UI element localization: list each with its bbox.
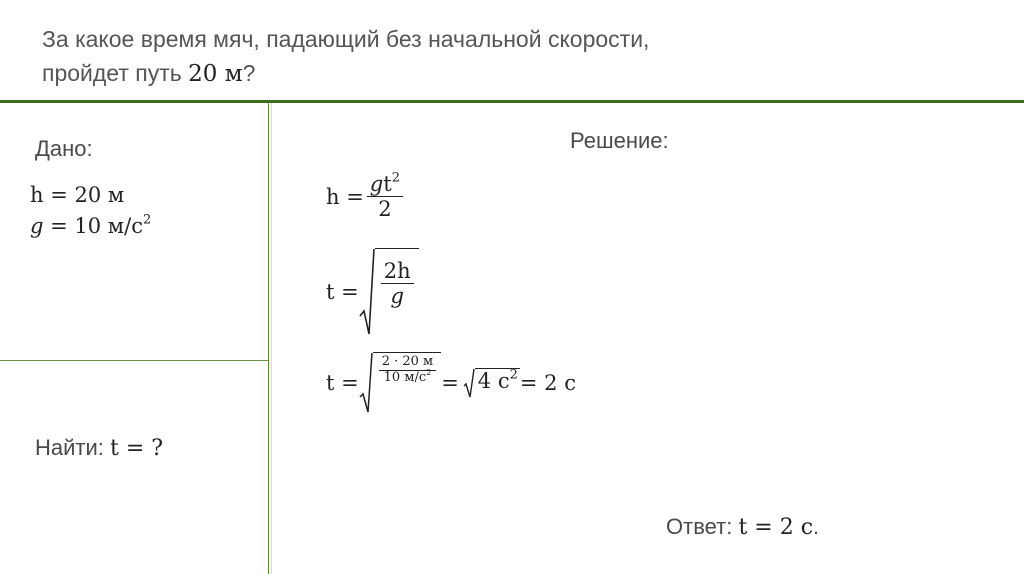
question-line-1: За какое время мяч, падающий без начальной скорости, xyxy=(42,26,650,52)
radical-sign-icon xyxy=(359,248,375,336)
formula-2-fraction xyxy=(381,251,414,314)
given-g-var: g xyxy=(30,214,44,238)
find-text xyxy=(35,435,163,461)
formula-3-sqrt-2 xyxy=(463,368,520,398)
given-gravity xyxy=(30,211,151,242)
given-label: Дано: xyxy=(35,136,93,161)
formula-calculation xyxy=(326,352,576,414)
formula-1-fraction xyxy=(367,172,403,221)
formula-3-denominator xyxy=(381,367,435,386)
given-g-exponent: 2 xyxy=(142,212,152,228)
given-h-eq: = xyxy=(43,183,75,207)
answer-label: Ответ: xyxy=(666,514,739,539)
formula-3-result: = 2 с xyxy=(519,371,576,395)
formula-3-fraction xyxy=(379,355,436,386)
left-panel-divider xyxy=(0,360,268,361)
radical-sign-icon xyxy=(463,368,475,398)
given-height xyxy=(30,180,151,211)
question-line-2-text: пройдет путь xyxy=(42,60,189,86)
formula-3-numerator: 2 · 20 м xyxy=(379,355,436,371)
formula-2-radicand xyxy=(375,248,419,336)
find-expression: t = ? xyxy=(110,436,164,461)
given-values xyxy=(30,180,151,242)
column-divider xyxy=(268,103,269,574)
formula-1-exponent: 2 xyxy=(391,170,400,186)
formula-3-equals: = xyxy=(441,371,459,395)
formula-3-radicand-2 xyxy=(475,368,520,398)
column-divider-shadow xyxy=(271,103,272,574)
formula-1-g: g xyxy=(369,172,384,196)
given-g-eq: = xyxy=(43,214,75,238)
formula-1-t: t xyxy=(383,172,392,196)
formula-1-denominator: 2 xyxy=(378,197,392,222)
answer-period: . xyxy=(813,514,820,539)
answer-expression: t = 2 с xyxy=(738,515,814,540)
answer-text xyxy=(666,514,819,540)
given-h-var: h xyxy=(30,183,44,207)
solution-label: Решение: xyxy=(570,128,669,153)
formula-2-sqrt xyxy=(359,248,419,336)
question-mark: ? xyxy=(242,60,256,86)
formula-2-lhs: t = xyxy=(326,280,359,304)
formula-1-numerator xyxy=(367,172,403,197)
formula-2-numerator: 2h xyxy=(381,251,414,284)
formula-3-den-text: 10 м/с xyxy=(383,369,427,385)
given-h-value: 20 м xyxy=(74,183,125,207)
formula-3-lhs: t = xyxy=(326,371,359,395)
formula-height xyxy=(326,172,406,221)
question-distance: 20 м xyxy=(188,61,243,87)
find-label: Найти: xyxy=(35,435,111,460)
formula-3-sqrt xyxy=(359,352,441,414)
question-line-2 xyxy=(42,56,649,91)
question-text xyxy=(42,22,649,91)
header-divider xyxy=(0,100,1024,103)
given-g-value: 10 м/с xyxy=(74,214,143,238)
formula-3-den-exponent: 2 xyxy=(426,367,432,377)
radical-sign-icon xyxy=(359,352,373,414)
formula-3-radicand-2-text: 4 с xyxy=(477,369,510,393)
formula-2-denominator: g xyxy=(390,284,404,309)
formula-time xyxy=(326,248,419,336)
formula-1-lhs: h = xyxy=(326,184,364,209)
formula-3-radicand-2-exponent: 2 xyxy=(509,367,518,383)
formula-3-radicand xyxy=(373,352,441,414)
